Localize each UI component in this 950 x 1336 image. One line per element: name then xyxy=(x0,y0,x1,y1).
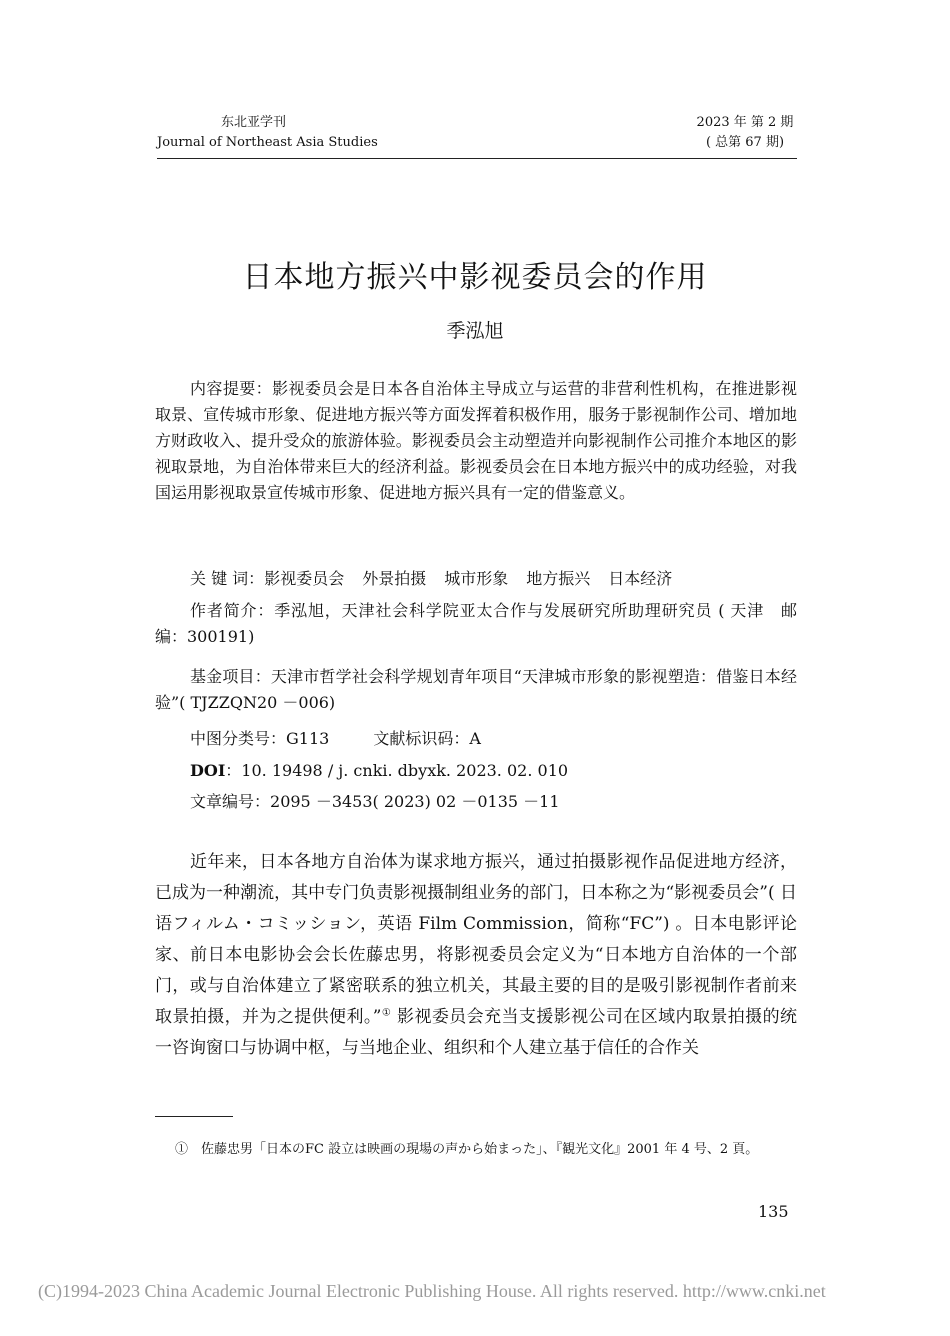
article-number xyxy=(190,791,560,813)
footnote-rule xyxy=(155,1116,233,1117)
doi xyxy=(190,760,568,782)
fund-label: 基金项目： xyxy=(190,667,271,686)
author-bio-label: 作者简介： xyxy=(190,601,275,620)
keyword-item: 外景拍摄 xyxy=(362,569,427,588)
keywords xyxy=(190,568,672,590)
doi-value: ：10. 19498 / j. cnki. dbyxk. 2023. 02. 010 xyxy=(225,761,569,780)
body-paragraph xyxy=(155,847,797,1064)
keyword-item: 地方振兴 xyxy=(526,569,591,588)
author-bio-text: 季泓旭，天津社会科学院亚太合作与发展研究所助理研究员 ( 天津 邮编：300191) xyxy=(155,601,797,646)
body-text-part-2: 影视委员会充当支援影视公司在区域内取景拍摄的统一咨询窗口与协调中枢，与当地企业、组织和个人建立基于信任的合作关 xyxy=(155,1007,797,1058)
article-number-value: 2095 －3453( 2023) 02 －0135 －11 xyxy=(270,792,560,811)
abstract-text: 影视委员会是日本各自治体主导成立与运营的非营利性机构，在推进影视取景、宣传城市形象、促进地方振兴等方面发挥着积极作用，服务于影视制作公司、增加地方财政收入、提升受众的旅游体验。影视委员会主动塑造并向影视制作公司推介本地区的影视取景地，为自治体带来巨大的经济利益。影视委员会在日本地方振兴中的成功经验，对我国运用影视取景宣传城市形象、促进地方振兴具有一定的借鉴意义。 xyxy=(155,379,797,502)
keywords-label: 关 键 词： xyxy=(190,569,265,588)
footnote-marker[interactable]: ① xyxy=(381,1007,392,1019)
copyright-notice: (C)1994-2023 China Academic Journal Electronic Publishing House. All rights reserved. http://www.cnki.net xyxy=(38,1281,826,1301)
footnote: ① 佐藤忠男「日本のFC 設立は映画の現場の声から始まった」、『観光文化』2001 年 4 号、2 頁。 xyxy=(175,1142,759,1157)
fund-project xyxy=(155,664,797,716)
keyword-item: 日本经济 xyxy=(608,569,673,588)
running-header-right xyxy=(680,113,810,153)
abstract xyxy=(155,376,797,506)
total-issue-label: ( 总第 67 期) xyxy=(705,135,785,150)
journal-name-cn: 东北亚学刊 xyxy=(221,115,287,130)
issue-label: 2023 年 第 2 期 xyxy=(696,115,794,130)
doc-code-value: A xyxy=(469,729,481,748)
article-title: 日本地方振兴中影视委员会的作用 xyxy=(242,260,708,295)
abstract-label: 内容提要： xyxy=(190,379,273,398)
keyword-item: 影视委员会 xyxy=(264,569,345,588)
author-bio xyxy=(155,598,797,650)
running-header-left xyxy=(157,113,378,153)
header-rule xyxy=(157,158,797,159)
journal-name-en: Journal of Northeast Asia Studies xyxy=(157,135,378,150)
classification xyxy=(190,728,481,750)
body-text-part-1: 近年来，日本各地方自治体为谋求地方振兴，通过拍摄影视作品促进地方经济，已成为一种潮流，其中专门负责影视摄制组业务的部门，日本称之为“影视委员会”( 日语フィルム・コミッション，英语 Film Commission，简称“FC”) 。日本电影评论家、前日本电影协会会长佐藤忠男，将影视委员会定义为“日本地方自治体的一个部门，或与自治体建立了紧密联系的独立机关，其最主要的目的是吸引影视制作者前来取景拍摄，并为之提供便利。” xyxy=(155,852,797,1027)
page-number: 135 xyxy=(758,1202,789,1221)
keyword-item: 城市形象 xyxy=(444,569,509,588)
fund-text: 天津市哲学社会科学规划青年项目“天津城市形象的影视塑造：借鉴日本经验”( TJZZQN20 －006) xyxy=(155,667,797,712)
doi-label: DOI xyxy=(190,761,226,780)
doc-code-label: 文献标识码： xyxy=(373,729,470,748)
clc-value: G113 xyxy=(286,729,330,748)
article-author: 季泓旭 xyxy=(446,320,504,342)
clc-label: 中图分类号： xyxy=(190,729,287,748)
article-number-label: 文章编号： xyxy=(190,792,271,811)
